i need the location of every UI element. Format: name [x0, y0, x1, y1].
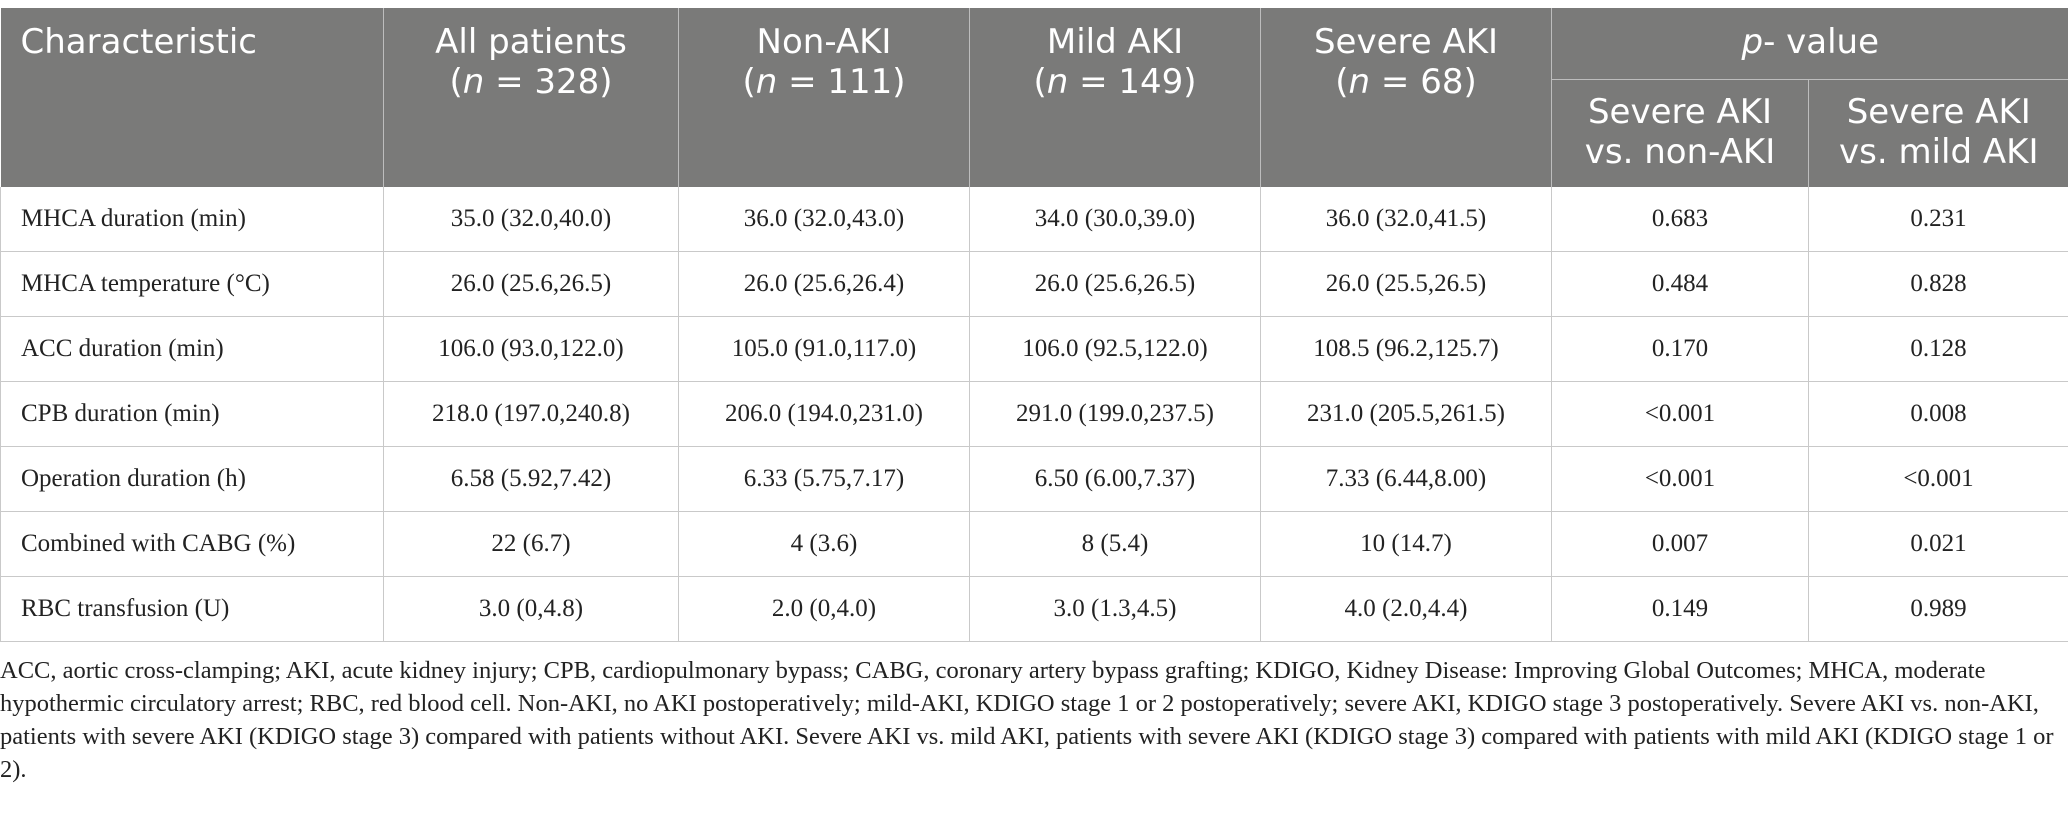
cell-severe-aki: 36.0 (32.0,41.5) [1261, 187, 1552, 252]
cell-p-severe-vs-non: <0.001 [1552, 382, 1809, 447]
group-n: (n = 111) [742, 62, 906, 102]
header-severe-vs-non: Severe AKI vs. non-AKI [1552, 79, 1809, 187]
cell-mild-aki: 3.0 (1.3,4.5) [970, 577, 1261, 642]
group-n: (n = 68) [1335, 62, 1477, 102]
header-p-value: p- value [1552, 8, 2068, 79]
row-label: CPB duration (min) [1, 382, 384, 447]
cell-p-severe-vs-non: <0.001 [1552, 447, 1809, 512]
header-severe-aki [1261, 8, 1552, 187]
cell-mild-aki: 26.0 (25.6,26.5) [970, 252, 1261, 317]
cell-p-severe-vs-non: 0.149 [1552, 577, 1809, 642]
cell-severe-aki: 231.0 (205.5,261.5) [1261, 382, 1552, 447]
cell-mild-aki: 8 (5.4) [970, 512, 1261, 577]
cell-mild-aki: 34.0 (30.0,39.0) [970, 187, 1261, 252]
cell-severe-aki: 26.0 (25.5,26.5) [1261, 252, 1552, 317]
group-name: All patients [435, 22, 627, 62]
cell-p-severe-vs-mild: 0.021 [1809, 512, 2068, 577]
cell-mild-aki: 291.0 (199.0,237.5) [970, 382, 1261, 447]
table-container [0, 8, 2068, 642]
row-label: Operation duration (h) [1, 447, 384, 512]
cell-non-aki: 2.0 (0,4.0) [679, 577, 970, 642]
row-label: MHCA duration (min) [1, 187, 384, 252]
row-label: RBC transfusion (U) [1, 577, 384, 642]
table-row [1, 577, 2068, 642]
data-table [0, 8, 2068, 642]
cell-all-patients: 218.0 (197.0,240.8) [384, 382, 679, 447]
group-n: (n = 149) [1033, 62, 1197, 102]
cell-p-severe-vs-mild: <0.001 [1809, 447, 2068, 512]
cell-severe-aki: 7.33 (6.44,8.00) [1261, 447, 1552, 512]
cell-p-severe-vs-non: 0.484 [1552, 252, 1809, 317]
cell-severe-aki: 10 (14.7) [1261, 512, 1552, 577]
cell-p-severe-vs-non: 0.170 [1552, 317, 1809, 382]
table-row [1, 512, 2068, 577]
cell-p-severe-vs-mild: 0.008 [1809, 382, 2068, 447]
header-all-patients [384, 8, 679, 187]
group-n: (n = 328) [449, 62, 613, 102]
cell-non-aki: 6.33 (5.75,7.17) [679, 447, 970, 512]
cell-p-severe-vs-non: 0.683 [1552, 187, 1809, 252]
table-header [1, 8, 2068, 187]
header-mild-aki [970, 8, 1261, 187]
cell-all-patients: 35.0 (32.0,40.0) [384, 187, 679, 252]
table-body [1, 187, 2068, 642]
header-characteristic: Characteristic [1, 8, 384, 187]
group-name: Severe AKI [1313, 22, 1499, 62]
header-non-aki [679, 8, 970, 187]
cell-p-severe-vs-mild: 0.828 [1809, 252, 2068, 317]
cell-p-severe-vs-mild: 0.989 [1809, 577, 2068, 642]
row-label: MHCA temperature (°C) [1, 252, 384, 317]
cell-all-patients: 22 (6.7) [384, 512, 679, 577]
table-row [1, 382, 2068, 447]
table-row [1, 252, 2068, 317]
table-row [1, 447, 2068, 512]
table-row [1, 187, 2068, 252]
table-row [1, 317, 2068, 382]
cell-all-patients: 106.0 (93.0,122.0) [384, 317, 679, 382]
cell-all-patients: 6.58 (5.92,7.42) [384, 447, 679, 512]
cell-non-aki: 206.0 (194.0,231.0) [679, 382, 970, 447]
cell-non-aki: 26.0 (25.6,26.4) [679, 252, 970, 317]
cell-non-aki: 36.0 (32.0,43.0) [679, 187, 970, 252]
group-name: Mild AKI [1046, 22, 1184, 62]
header-severe-vs-mild: Severe AKI vs. mild AKI [1809, 79, 2068, 187]
cell-mild-aki: 106.0 (92.5,122.0) [970, 317, 1261, 382]
cell-all-patients: 3.0 (0,4.8) [384, 577, 679, 642]
cell-mild-aki: 6.50 (6.00,7.37) [970, 447, 1261, 512]
cell-p-severe-vs-mild: 0.231 [1809, 187, 2068, 252]
cell-non-aki: 4 (3.6) [679, 512, 970, 577]
cell-all-patients: 26.0 (25.6,26.5) [384, 252, 679, 317]
cell-severe-aki: 108.5 (96.2,125.7) [1261, 317, 1552, 382]
group-name: Non-AKI [756, 22, 892, 62]
cell-p-severe-vs-non: 0.007 [1552, 512, 1809, 577]
table-footnote: ACC, aortic cross-clamping; AKI, acute kidney injury; CPB, cardiopulmonary bypass; CABG, coronary artery bypass grafting; KDIGO, Kidney Disease: Improving Global Outcomes; MHCA, moderate hypothermic circulatory arrest; RBC, red blood cell. Non-AKI, no AKI postoperatively; mild-AKI, KDIGO stage 1 or 2 postoperatively; severe AKI, KDIGO stage 3 postoperatively. Severe AKI vs. non-AKI, patients with severe AKI (KDIGO stage 3) compared with patients without AKI. Severe AKI vs. mild AKI, patients with severe AKI (KDIGO stage 3) compared with patients with mild AKI (KDIGO stage 1 or 2). [0, 657, 2054, 783]
cell-severe-aki: 4.0 (2.0,4.4) [1261, 577, 1552, 642]
cell-non-aki: 105.0 (91.0,117.0) [679, 317, 970, 382]
row-label: ACC duration (min) [1, 317, 384, 382]
cell-p-severe-vs-mild: 0.128 [1809, 317, 2068, 382]
row-label: Combined with CABG (%) [1, 512, 384, 577]
